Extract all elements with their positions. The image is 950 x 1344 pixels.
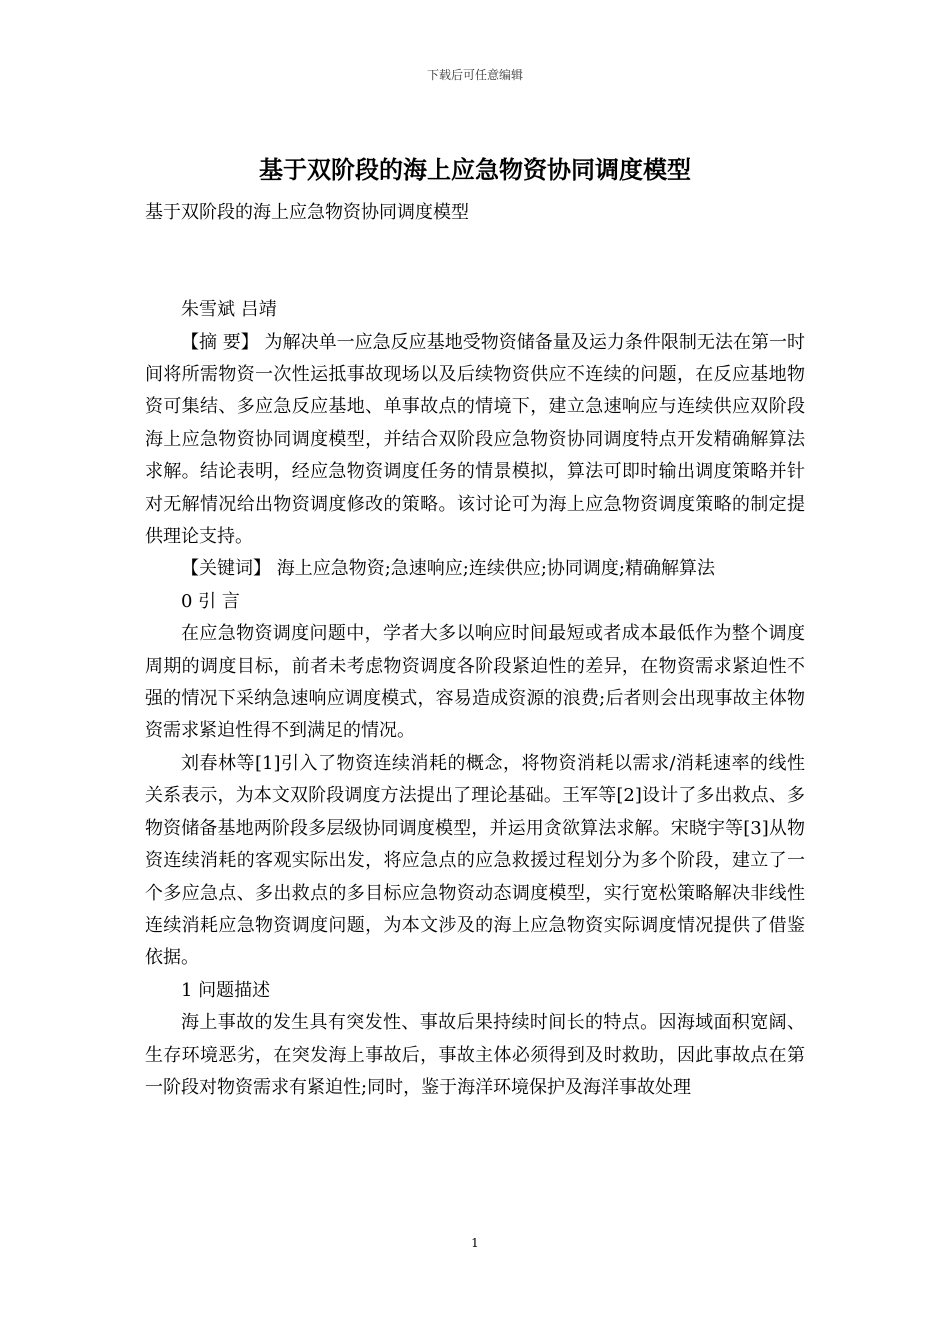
abstract-paragraph xyxy=(145,327,805,554)
keywords-paragraph xyxy=(145,553,805,585)
page-number: 1 xyxy=(471,1236,479,1250)
problem-paragraph-1: 海上事故的发生具有突发性、事故后果持续时间长的特点。因海域面积宽阔、生存环境恶劣，在突发海上事故后，事故主体必须得到及时救助，因此事故点在第一阶段对物资需求有紧迫性;同时，鉴于海洋环境保护及海洋事故处理 xyxy=(145,1012,805,1098)
abstract-text: 为解决单一应急反应基地受物资储备量及运力条件限制无法在第一时间将所需物资一次性运抵事故现场以及后续物资供应不连续的问题，在反应基地物资可集结、多应急反应基地、单事故点的情境下，建立急速响应与连续供应双阶段海上应急物资协同调度模型，并结合双阶段应急物资协同调度特点开发精确解算法求解。结论表明，经应急物资调度任务的情景模拟，算法可即时输出调度策略并针对无解情况给出物资调度修改的策略。该讨论可为海上应急物资调度策略的制定提供理论支持。 xyxy=(145,331,805,548)
section-heading-introduction: 0 引 言 xyxy=(181,590,240,612)
document-title: 基于双阶段的海上应急物资协同调度模型 xyxy=(259,155,691,184)
document-subtitle: 基于双阶段的海上应急物资协同调度模型 xyxy=(145,202,469,223)
authors: 朱雪斌 吕靖 xyxy=(181,299,277,321)
keywords-text: 海上应急物资;急速响应;连续供应;协同调度;精确解算法 xyxy=(271,558,715,580)
section-heading-problem: 1 问题描述 xyxy=(181,979,271,1001)
header-note: 下载后可任意编辑 xyxy=(426,68,523,82)
introduction-paragraph-2: 刘春林等[1]引入了物资连续消耗的概念，将物资消耗以需求/消耗速率的线性关系表示，为本文双阶段调度方法提出了理论基础。王军等[2]设计了多出救点、多物资储备基地两阶段多层级协同调度模型，并运用贪欲算法求解。宋晓宇等[3]从物资连续消耗的客观实际出发，将应急点的应急救援过程划分为多个阶段，建立了一个多应急点、多出救点的多目标应急物资动态调度模型，实行宽松策略解决非线性连续消耗应急物资调度问题，为本文涉及的海上应急物资实际调度情况提供了借鉴依据。 xyxy=(145,752,805,969)
introduction-paragraph-1: 在应急物资调度问题中，学者大多以响应时间最短或者成本最低作为整个调度周期的调度目标，前者未考虑物资调度各阶段紧迫性的差异，在物资需求紧迫性不强的情况下采纳急速响应调度模式，容易造成资源的浪费;后者则会出现事故主体物资需求紧迫性得不到满足的情况。 xyxy=(145,623,805,742)
abstract-label: 【摘 要】 xyxy=(181,331,259,353)
document-body xyxy=(145,197,805,1104)
keywords-label: 【关键词】 xyxy=(181,558,271,580)
